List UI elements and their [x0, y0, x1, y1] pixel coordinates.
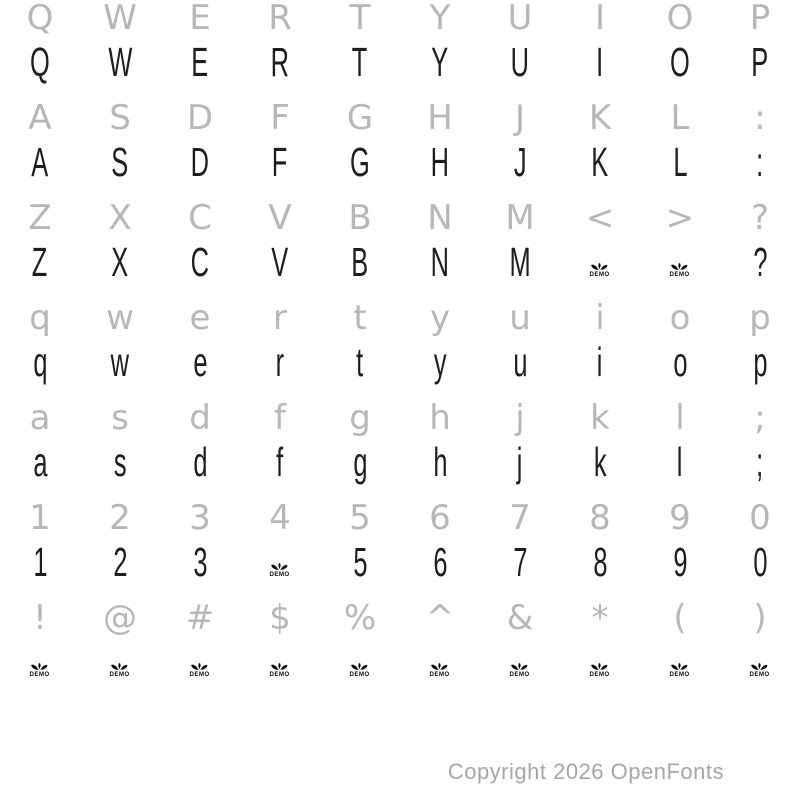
- glyph-cell: [80, 600, 160, 645]
- three-petal-splash-icon: [669, 259, 690, 271]
- demo-glyph: 0: [752, 539, 768, 585]
- demo-glyph: K: [591, 139, 609, 185]
- glyph-cell: [320, 600, 400, 645]
- glyph-cell: [0, 39, 80, 100]
- reference-glyph: <: [585, 198, 615, 238]
- glyph-cell: [560, 439, 640, 500]
- demo-marker: [269, 659, 290, 679]
- three-petal-splash-icon: [189, 659, 210, 671]
- three-petal-splash-icon: [349, 659, 370, 671]
- glyph-cell: [480, 239, 560, 300]
- reference-glyph: 7: [509, 498, 531, 538]
- three-petal-splash-icon: [269, 659, 290, 671]
- demo-glyph: l: [677, 439, 683, 485]
- reference-glyph: 3: [189, 498, 211, 538]
- glyph-cell: [560, 600, 640, 645]
- demo-glyph: C: [190, 239, 210, 285]
- reference-glyph: 9: [669, 498, 691, 538]
- demo-glyph: d: [192, 439, 208, 485]
- demo-marker: [749, 659, 770, 679]
- reference-glyph: D: [186, 98, 214, 138]
- glyph-cell: [80, 239, 160, 300]
- demo-glyph: 6: [432, 539, 448, 585]
- reference-glyph: C: [188, 198, 212, 238]
- demo-glyph: J: [513, 139, 527, 185]
- glyph-cell: [320, 645, 400, 700]
- demo-glyph: 2: [112, 539, 128, 585]
- demo-glyph: 3: [192, 539, 208, 585]
- three-petal-splash-icon: [429, 659, 450, 671]
- glyph-cell: [400, 339, 480, 400]
- demo-glyph: y: [433, 339, 447, 385]
- glyph-cell: [640, 245, 720, 300]
- glyph-cell: [320, 539, 400, 600]
- glyph-cell: [480, 600, 560, 645]
- demo-glyph: s: [113, 439, 127, 485]
- glyph-cell: [400, 539, 480, 600]
- demo-marker-label: DEMO: [349, 670, 371, 678]
- reference-glyph: H: [427, 98, 453, 138]
- reference-glyph: A: [28, 98, 52, 138]
- glyph-cell: [480, 539, 560, 600]
- glyph-cell: [320, 439, 400, 500]
- glyph-cell: [560, 645, 640, 700]
- demo-font-glyph-row: [0, 645, 800, 700]
- demo-marker: [109, 659, 130, 679]
- reference-glyph: W: [103, 0, 137, 38]
- glyph-cell: [640, 339, 720, 400]
- glyph-cell: [560, 339, 640, 400]
- demo-font-glyph-row: [0, 539, 800, 600]
- reference-glyph: e: [189, 298, 211, 338]
- glyph-cell: [160, 39, 240, 100]
- demo-glyph: T: [352, 39, 368, 85]
- demo-marker: [669, 259, 690, 279]
- glyph-cell: [0, 645, 80, 700]
- demo-glyph: F: [272, 139, 288, 185]
- demo-marker: [349, 659, 370, 679]
- demo-marker-label: DEMO: [749, 670, 771, 678]
- reference-glyph: l: [675, 398, 685, 438]
- demo-marker-label: DEMO: [669, 670, 691, 678]
- glyph-cell: [640, 600, 720, 645]
- demo-marker-label: DEMO: [29, 670, 51, 678]
- reference-glyph: *: [591, 598, 609, 638]
- glyph-cell: [640, 200, 720, 245]
- reference-glyph: ^: [425, 598, 455, 638]
- reference-glyph: (: [673, 598, 687, 638]
- glyph-cell: [320, 139, 400, 200]
- demo-marker: [269, 559, 290, 579]
- glyph-cell: [160, 600, 240, 645]
- reference-glyph: E: [189, 0, 211, 38]
- glyph-cell: [480, 39, 560, 100]
- reference-glyph: >: [665, 198, 695, 238]
- demo-glyph: ;: [756, 439, 764, 485]
- reference-glyph: p: [749, 298, 771, 338]
- three-petal-splash-icon: [749, 659, 770, 671]
- reference-glyph-row: [0, 600, 800, 645]
- demo-glyph: D: [190, 139, 210, 185]
- demo-glyph: a: [32, 439, 48, 485]
- demo-marker-label: DEMO: [189, 670, 211, 678]
- reference-glyph: K: [588, 98, 612, 138]
- glyph-cell: [160, 139, 240, 200]
- reference-glyph: $: [269, 598, 291, 638]
- glyph-row-pair: [0, 400, 800, 500]
- demo-glyph: 1: [32, 539, 48, 585]
- glyph-cell: [160, 439, 240, 500]
- reference-glyph: X: [108, 198, 132, 238]
- glyph-cell: [240, 500, 320, 545]
- demo-glyph: r: [275, 339, 285, 385]
- glyph-row-pair: [0, 600, 800, 700]
- demo-glyph: A: [31, 139, 49, 185]
- glyph-cell: [240, 645, 320, 700]
- reference-glyph: T: [349, 0, 371, 38]
- demo-font-glyph-row: [0, 39, 800, 100]
- reference-glyph: t: [353, 298, 367, 338]
- reference-glyph: 2: [109, 498, 131, 538]
- reference-glyph: ): [753, 598, 767, 638]
- glyph-cell: [0, 539, 80, 600]
- glyph-cell: [480, 339, 560, 400]
- three-petal-splash-icon: [29, 659, 50, 671]
- glyph-cell: [720, 339, 800, 400]
- reference-glyph: J: [514, 98, 526, 138]
- glyph-cell: [0, 600, 80, 645]
- reference-glyph: 1: [29, 498, 51, 538]
- glyph-cell: [400, 39, 480, 100]
- glyph-cell: [400, 600, 480, 645]
- demo-marker-label: DEMO: [669, 270, 691, 278]
- reference-glyph: Q: [26, 0, 54, 38]
- reference-glyph: S: [109, 98, 131, 138]
- glyph-cell: [560, 539, 640, 600]
- reference-glyph: :: [754, 98, 766, 138]
- glyph-cell: [560, 139, 640, 200]
- glyph-cell: [160, 339, 240, 400]
- demo-glyph: :: [756, 139, 764, 185]
- glyph-cell: [560, 39, 640, 100]
- demo-marker-label: DEMO: [589, 270, 611, 278]
- demo-glyph: X: [111, 239, 129, 285]
- copyright-text: Copyright 2026 OpenFonts: [447, 759, 724, 784]
- demo-glyph: V: [271, 239, 289, 285]
- reference-glyph: q: [29, 298, 51, 338]
- reference-glyph: 4: [269, 498, 291, 538]
- demo-marker: [669, 659, 690, 679]
- glyph-cell: [160, 645, 240, 700]
- glyph-row-pair: [0, 200, 800, 300]
- demo-marker: [589, 259, 610, 279]
- demo-glyph: G: [350, 139, 370, 185]
- glyph-cell: [640, 539, 720, 600]
- reference-glyph: &: [506, 598, 534, 638]
- reference-glyph: Y: [429, 0, 451, 38]
- glyph-cell: [640, 39, 720, 100]
- glyph-cell: [480, 139, 560, 200]
- demo-glyph: W: [107, 39, 132, 85]
- demo-glyph: Z: [32, 239, 48, 285]
- glyph-cell: [240, 139, 320, 200]
- demo-glyph: H: [430, 139, 450, 185]
- three-petal-splash-icon: [589, 259, 610, 271]
- demo-glyph: U: [510, 39, 530, 85]
- demo-marker-label: DEMO: [429, 670, 451, 678]
- glyph-cell: [80, 39, 160, 100]
- glyph-cell: [320, 339, 400, 400]
- reference-glyph: !: [33, 598, 47, 638]
- demo-glyph: t: [356, 339, 364, 385]
- reference-glyph: j: [515, 398, 525, 438]
- reference-glyph: u: [509, 298, 531, 338]
- reference-glyph: 8: [589, 498, 611, 538]
- demo-glyph: q: [32, 339, 48, 385]
- reference-glyph: r: [273, 298, 287, 338]
- reference-glyph: 0: [749, 498, 771, 538]
- reference-glyph: G: [346, 98, 374, 138]
- glyph-cell: [720, 139, 800, 200]
- reference-glyph: V: [268, 198, 292, 238]
- glyph-cell: [720, 439, 800, 500]
- reference-glyph: s: [111, 398, 129, 438]
- glyph-cell: [720, 239, 800, 300]
- demo-glyph: I: [596, 39, 604, 85]
- demo-font-glyph-row: [0, 439, 800, 500]
- reference-glyph: U: [507, 0, 533, 38]
- demo-glyph: j: [517, 439, 523, 485]
- glyph-cell: [80, 139, 160, 200]
- demo-marker: [589, 659, 610, 679]
- demo-glyph: 9: [672, 539, 688, 585]
- reference-glyph: 5: [349, 498, 371, 538]
- demo-glyph: i: [597, 339, 603, 385]
- glyph-cell: [400, 139, 480, 200]
- glyph-cell: [240, 545, 320, 600]
- demo-glyph: M: [509, 239, 531, 285]
- demo-glyph: P: [751, 39, 769, 85]
- reference-glyph: L: [670, 98, 690, 138]
- demo-glyph: e: [192, 339, 208, 385]
- reference-glyph: g: [349, 398, 371, 438]
- demo-marker-label: DEMO: [589, 670, 611, 678]
- glyph-cell: [0, 339, 80, 400]
- reference-glyph: I: [594, 0, 606, 38]
- glyph-cell: [640, 439, 720, 500]
- reference-glyph: O: [666, 0, 694, 38]
- glyph-cell: [480, 439, 560, 500]
- reference-glyph: P: [749, 0, 771, 38]
- glyph-cell: [80, 645, 160, 700]
- reference-glyph: y: [429, 298, 451, 338]
- glyph-cell: [400, 645, 480, 700]
- three-petal-splash-icon: [589, 659, 610, 671]
- glyph-cell: [720, 645, 800, 700]
- glyph-row-pair: [0, 500, 800, 600]
- three-petal-splash-icon: [509, 659, 530, 671]
- reference-glyph: w: [106, 298, 134, 338]
- demo-glyph: 7: [512, 539, 528, 585]
- glyph-cell: [320, 239, 400, 300]
- demo-marker-label: DEMO: [109, 670, 131, 678]
- demo-glyph: h: [432, 439, 448, 485]
- demo-marker-label: DEMO: [509, 670, 531, 678]
- glyph-row-pair: [0, 0, 800, 100]
- reference-glyph: k: [590, 398, 610, 438]
- glyph-cell: [240, 600, 320, 645]
- glyph-cell: [400, 239, 480, 300]
- demo-glyph: p: [752, 339, 768, 385]
- three-petal-splash-icon: [269, 559, 290, 571]
- reference-glyph: N: [427, 198, 453, 238]
- reference-glyph: #: [185, 598, 215, 638]
- glyph-cell: [80, 439, 160, 500]
- three-petal-splash-icon: [669, 659, 690, 671]
- glyph-cell: [240, 239, 320, 300]
- demo-glyph: w: [110, 339, 130, 385]
- demo-marker: [429, 659, 450, 679]
- glyph-cell: [240, 339, 320, 400]
- reference-glyph: 6: [429, 498, 451, 538]
- demo-marker: [189, 659, 210, 679]
- demo-glyph: Y: [431, 39, 449, 85]
- glyph-cell: [480, 645, 560, 700]
- demo-glyph: f: [276, 439, 284, 485]
- glyph-cell: [720, 600, 800, 645]
- demo-glyph: R: [270, 39, 290, 85]
- glyph-cell: [240, 439, 320, 500]
- reference-glyph: ;: [754, 398, 766, 438]
- glyph-row-pair: [0, 300, 800, 400]
- reference-glyph: a: [29, 398, 51, 438]
- glyph-cell: [560, 200, 640, 245]
- demo-glyph: o: [672, 339, 688, 385]
- demo-font-glyph-row: [0, 339, 800, 400]
- demo-marker-label: DEMO: [269, 570, 291, 578]
- demo-font-glyph-row: [0, 239, 800, 300]
- glyph-cell: [160, 239, 240, 300]
- reference-glyph: B: [348, 198, 372, 238]
- reference-glyph: R: [268, 0, 292, 38]
- glyph-cell: [80, 539, 160, 600]
- glyph-cell: [720, 39, 800, 100]
- glyph-cell: [320, 39, 400, 100]
- demo-glyph: 8: [592, 539, 608, 585]
- demo-glyph: ?: [752, 239, 768, 285]
- reference-glyph: @: [103, 598, 137, 638]
- demo-glyph: L: [672, 139, 688, 185]
- glyph-cell: [160, 539, 240, 600]
- glyph-row-pair: [0, 100, 800, 200]
- reference-glyph: ?: [750, 198, 770, 238]
- demo-glyph: S: [111, 139, 129, 185]
- glyph-cell: [0, 239, 80, 300]
- glyph-cell: [400, 439, 480, 500]
- reference-glyph: %: [343, 598, 377, 638]
- demo-glyph: 5: [352, 539, 368, 585]
- glyph-cell: [560, 245, 640, 300]
- reference-glyph: F: [270, 98, 290, 138]
- demo-marker-label: DEMO: [269, 670, 291, 678]
- reference-glyph: i: [595, 298, 605, 338]
- glyph-cell: [0, 439, 80, 500]
- demo-glyph: O: [670, 39, 690, 85]
- demo-font-glyph-row: [0, 139, 800, 200]
- demo-glyph: E: [191, 39, 209, 85]
- glyph-cell: [640, 139, 720, 200]
- glyph-cell: [0, 139, 80, 200]
- reference-glyph: d: [189, 398, 211, 438]
- reference-glyph: f: [274, 398, 286, 438]
- demo-glyph: g: [352, 439, 368, 485]
- demo-marker: [509, 659, 530, 679]
- demo-glyph: N: [430, 239, 450, 285]
- reference-glyph: Z: [28, 198, 52, 238]
- reference-glyph: o: [669, 298, 691, 338]
- demo-glyph: B: [351, 239, 369, 285]
- three-petal-splash-icon: [109, 659, 130, 671]
- demo-glyph: k: [593, 439, 607, 485]
- glyph-cell: [720, 539, 800, 600]
- reference-glyph: h: [429, 398, 451, 438]
- glyph-cell: [80, 339, 160, 400]
- demo-marker: [29, 659, 50, 679]
- demo-glyph: u: [512, 339, 528, 385]
- reference-glyph: M: [505, 198, 535, 238]
- glyph-cell: [240, 39, 320, 100]
- demo-glyph: Q: [30, 39, 50, 85]
- glyph-cell: [640, 645, 720, 700]
